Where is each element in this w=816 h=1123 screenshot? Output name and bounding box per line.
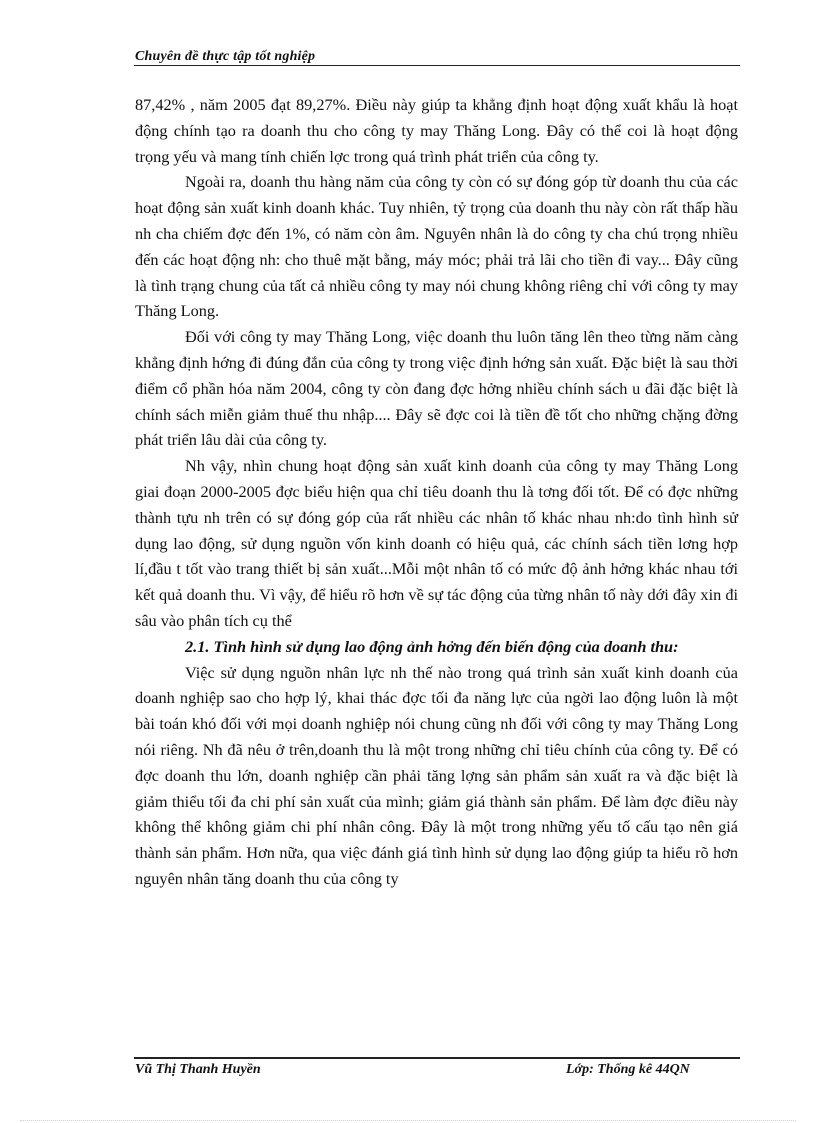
paragraph-continuation: 87,42% , năm 2005 đạt 89,27%. Điều này giúp ta khẳng định hoạt động xuất khẩu là hoạt động chính tạo ra doanh thu cho công ty may Thăng Long. Đây có thể coi là hoạt động trọng yếu và mang tính chiến lợc trong quá trình phát triển của công ty. bbox=[135, 95, 738, 166]
footer-class: Lớp: Thống kê 44QN bbox=[566, 1062, 690, 1077]
header-title: Chuyên đề thực tập tốt nghiệp bbox=[135, 49, 316, 64]
paragraph-labor-usage: Việc sử dụng nguồn nhân lực nh thế nào trong quá trình sản xuất kinh doanh của doanh nghiệp sao cho hợp lý, khai thác đợc tối đa năng lực của ngời lao động luôn là một bài toán khó đối với mọi doanh nghiệp nói chung cũng nh đối với công ty may Thăng Long nói riêng. Nh đã nêu ở trên,doanh thu là một trong những chỉ tiêu chính của công ty. Để có đợc doanh thu lớn, doanh nghiệp cần phải tăng lợng sản phẩm sản xuất ra và đặc biệt là giảm thiểu tối đa chi phí sản xuất của mình; giảm giá thành sản phẩm. Để làm đợc điều này không thể không giảm chi phí nhân công. Đây là một trong những yếu tố cấu tạo nên giá thành sản phẩm. Hơn nữa, qua việc đánh giá tình hình sử dụng lao động giúp ta hiểu rõ hơn nguyên nhân tăng doanh thu của công ty bbox=[135, 662, 738, 888]
footer-divider bbox=[134, 1057, 740, 1059]
paragraph-other-revenue: Ngoài ra, doanh thu hàng năm của công ty còn có sự đóng góp từ doanh thu của các hoạt động sản xuất kinh doanh khác. Tuy nhiên, tỷ trọng của doanh thu này còn rất thấp hầu nh cha chiếm đợc đến 1%, có năm còn âm. Nguyên nhân là do công ty cha chú trọng nhiều đến các hoạt động nh: cho thuê mặt bằng, máy móc; phải trả lãi cho tiền đi vay... Đây cũng là tình trạng chung của tất cả nhiều công ty may nói chung không riêng chỉ với công ty may Thăng Long. bbox=[135, 172, 738, 321]
document-body bbox=[135, 92, 738, 892]
paragraph-summary: Nh vậy, nhìn chung hoạt động sản xuất kinh doanh của công ty may Thăng Long giai đoạn 2000-2005 đợc biểu hiện qua chỉ tiêu doanh thu là tơng đối tốt. Để có đợc những thành tựu nh trên có sự đóng góp của rất nhiều các nhân tố khác nhau nh:do tình hình sử dụng lao động, sử dụng nguồn vốn kinh doanh có hiệu quả, các chính sách tiền lơng hợp lí,đầu t tốt vào trang thiết bị sản xuất...Mỗi một nhân tố có mức độ ảnh hởng khác nhau tới kết quả doanh thu. Vì vậy, để hiểu rõ hơn về sự tác động của từng nhân tố này dới đây xin đi sâu vào phân tích cụ thể bbox=[135, 456, 738, 630]
page-edge bbox=[20, 1120, 796, 1121]
paragraph-revenue-growth: Đối với công ty may Thăng Long, việc doanh thu luôn tăng lên theo từng năm càng khẳng định hớng đi đúng đắn của công ty trong việc định hớng sản xuất. Đặc biệt là sau thời điểm cổ phần hóa năm 2004, công ty còn đang đợc hởng nhiều chính sách u đãi đặc biệt là chính sách miễn giảm thuế thu nhập.... Đây sẽ đợc coi là tiền đề tốt cho những chặng đờng phát triển lâu dài của công ty. bbox=[135, 327, 738, 450]
header-divider bbox=[134, 65, 740, 66]
footer-author: Vũ Thị Thanh Huyền bbox=[135, 1062, 261, 1077]
section-heading: 2.1. Tình hình sử dụng lao động ảnh hởng đến biến động của doanh thu: bbox=[185, 636, 679, 656]
